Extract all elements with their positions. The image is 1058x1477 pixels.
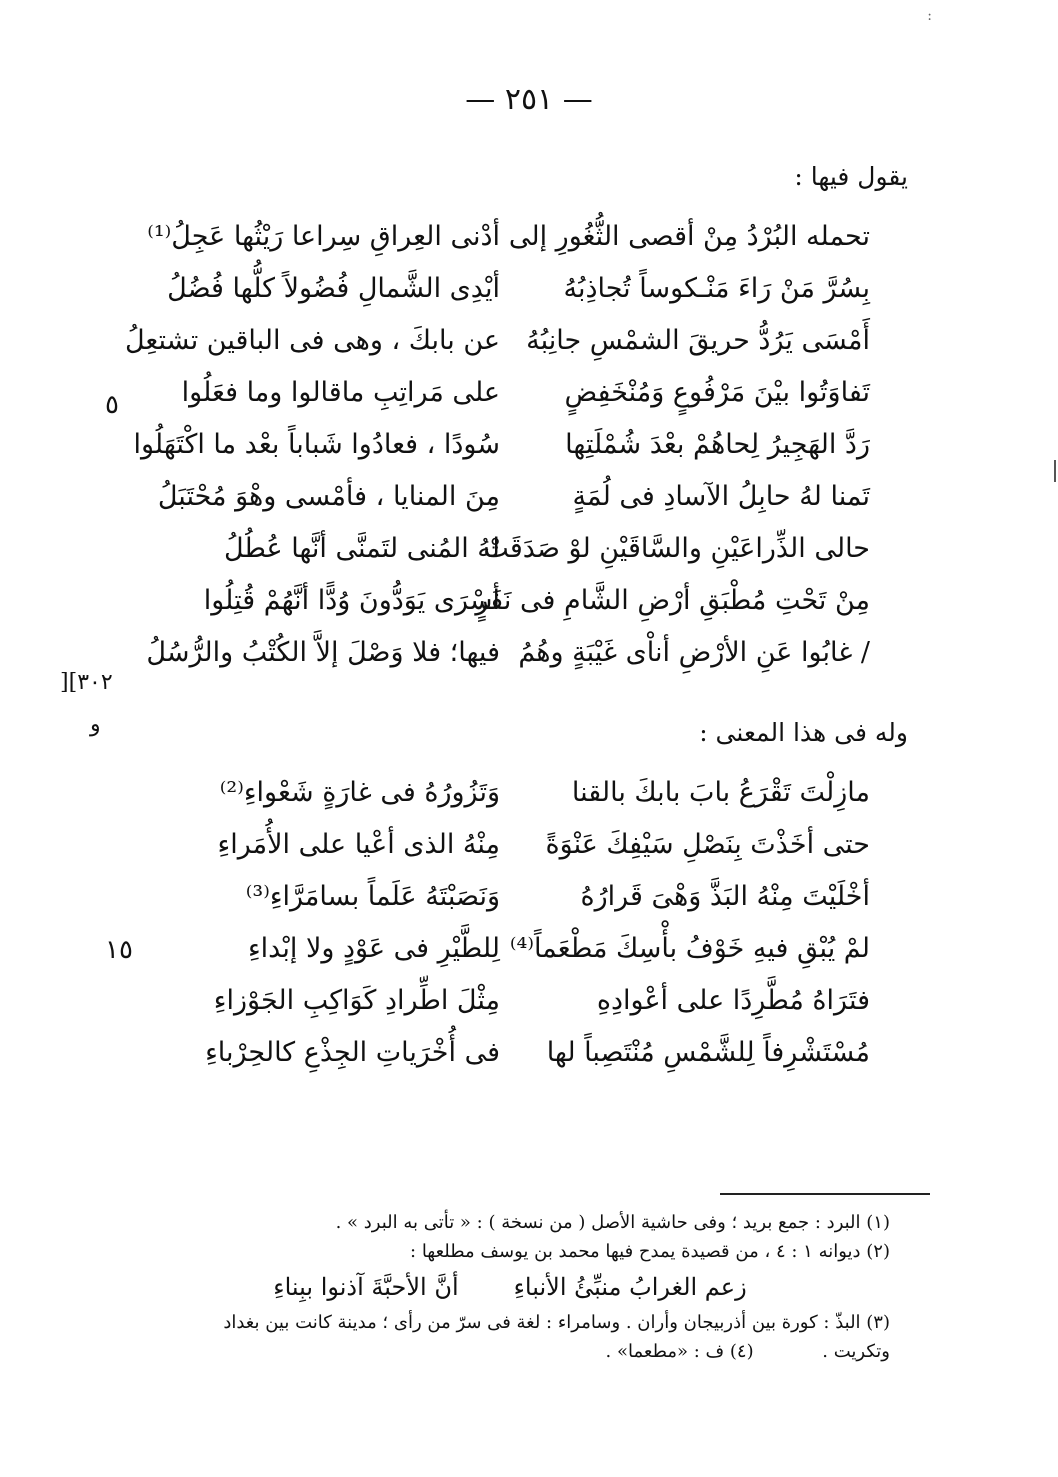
hemistich-first: بِسُرَّ مَنْ رَاءَ مَنْـكوساً تُجاذِبُهُ <box>563 272 870 304</box>
corner-mark: : <box>927 8 932 24</box>
line-number-15: ١٥ <box>105 935 133 965</box>
page-number: — ٢٥١ — <box>465 82 593 117</box>
line-number-5: ٥ <box>105 390 119 420</box>
hemistich-second: مِنْهُ الذى أعْيا على الأُمَراءِ <box>217 828 500 860</box>
hemistich-second: وَنَصَبْتَهُ عَلَماً بسامَرَّاءِ⁽³⁾ <box>245 880 500 912</box>
hemistich-second: مِنَ المنايا ، فأمْسى وهْوَ مُحْتَبَلُ <box>157 480 500 512</box>
verse-line <box>147 210 870 262</box>
verse-line <box>150 766 870 818</box>
hemistich-second: وَتَزُورُهُ فى غارَةٍ شَعْواءِ⁽²⁾ <box>219 776 500 808</box>
intro-line-2: وله فى هذا المعنى : <box>699 718 908 747</box>
footnotes <box>130 1208 890 1366</box>
hemistich-second: لهُ المُنى لتَمنَّى أنَّها عُطُلُ <box>223 532 500 564</box>
footnote-verse-hemistich-1: زعم الغرابُ منبِّئُ الأنباءِ <box>513 1273 747 1301</box>
verse-line <box>133 418 870 470</box>
hemistich-second: فيها؛ فلا وَصْلَ إلاَّ الكُتْبُ والرُّسُلُ <box>146 636 500 668</box>
folio-side: و <box>90 712 101 737</box>
footnote-3-continued <box>130 1337 890 1366</box>
verse-line <box>150 366 870 418</box>
poem-1 <box>124 210 870 678</box>
hemistich-first: لمْ يُبْقِ فيهِ خَوْفُ بأْسِكَ مَطْعَماً⁽⁴⁾ <box>509 932 870 964</box>
folio-bracket: ] <box>60 670 69 695</box>
footnote-verse-hemistich-2: أنَّ الأحبَّةَ آذنوا ببِناءِ <box>273 1273 459 1301</box>
footnote-3: (٣) البذّ : كورة بين أذربيجان وأران . وسامراء : لغة فى سرّ من رأى ؛ مدينة كانت بين بغداد <box>223 1312 890 1333</box>
hemistich-second: أسْرَى يَوَدُّونَ وُدًّا أنَّهُمْ قُتِلُوا <box>203 584 500 616</box>
hemistich-second: لِلطَّيْرِ فى عَوْدٍ ولا إبْداءِ <box>247 932 500 964</box>
hemistich-second: سُودًا ، فعادُوا شَباباً بعْد ما اكْتَهَلُوا <box>133 428 500 460</box>
poem-2 <box>150 766 870 1078</box>
hemistich-first: / غابُوا عَنِ الأرْضِ أناْى غَيْبَةٍ وهُمُ <box>518 636 870 668</box>
footnote-1: (١) البرد : جمع بريد ؛ وفى حاشية الأصل ( من نسخة ) : « تأتى به البرد » . <box>335 1212 890 1233</box>
hemistich-first: مازِلْتَ تَقْرَعُ بابَ بابكَ بالقنا <box>571 776 870 808</box>
hemistich-first: تَمنا لهُ حابِلُ الآسادِ فى لُمَةٍ <box>572 480 870 512</box>
intro-line-1: يقول فيها : <box>794 162 908 191</box>
footnote-rule <box>720 1193 930 1195</box>
verse-line <box>150 1026 870 1078</box>
hemistich-first: مِنْ تَحْتِ مُطْبَقِ أرْضِ الشَّامِ فى نَفَرٍ <box>475 584 870 616</box>
verse-line <box>150 818 870 870</box>
hemistich-second: مِثْلَ اطِّرادِ كَوَاكِبِ الجَوْزاءِ <box>213 984 500 1016</box>
footnote-3-end: وتكريت . <box>822 1341 890 1362</box>
hemistich-second: أدْنى العِراقِ سِراعا رَيْثُها عَجِلُ⁽¹⁾ <box>147 220 500 252</box>
hemistich-first: تَفاوَتُوا بيْنَ مَرْفُوعٍ وَمُنْخَفِضٍ <box>564 376 870 408</box>
edge-mark <box>1054 460 1056 482</box>
folio-number: [٣٠٢ <box>68 670 113 695</box>
verse-line <box>150 922 870 974</box>
hemistich-first: حتى أخَذْتَ بِنَصْلِ سَيْفِكَ عَنْوَةً <box>545 828 870 860</box>
verse-line <box>150 574 870 626</box>
hemistich-first: مُسْتَشْرِفاً لِلشَّمْسِ مُنْتَصِباً لها <box>546 1036 870 1068</box>
folio-reference <box>60 670 113 695</box>
verse-line <box>150 262 870 314</box>
hemistich-first: أَمْسَى يَرُدُّ حريقَ الشمْسِ جانِبُهُ <box>526 324 870 356</box>
verse-line <box>150 870 870 922</box>
verse-line <box>150 470 870 522</box>
verse-line <box>124 314 870 366</box>
footnote-2-verse <box>130 1266 890 1308</box>
footnote-4: (٤) ف : «مطعما» . <box>605 1341 754 1362</box>
hemistich-first: أخْلَيْتَ مِنْهُ البَذَّ وَهْىَ قَرارُهُ <box>580 880 870 912</box>
verse-line <box>150 522 870 574</box>
verse-line <box>146 626 870 678</box>
hemistich-first: حالى الذِّراعَيْنِ والسَّاقَيْنِ لوْ صَدَقَتْ <box>483 532 870 564</box>
hemistich-second: أيْدِى الشَّمالِ فُضُولاً كلُّها فُضُلُ <box>167 272 500 304</box>
hemistich-second: عن بابكَ ، وهى فى الباقين تشتعِلُ <box>124 324 500 356</box>
hemistich-first: فتَرَاهُ مُطَّرِدًا على أعْوادِهِ <box>596 984 870 1016</box>
hemistich-first: رَدَّ الهَجِيرُ لِحاهُمْ بعْدَ شُمْلَتِها <box>565 428 870 460</box>
hemistich-second: فى أُخْرَياتِ الجِذْعِ كالحِرْباءِ <box>205 1036 500 1068</box>
footnote-2: (٢) ديوانه ١ : ٤ ، من قصيدة يمدح فيها محمد بن يوسف مطلعها : <box>410 1241 890 1262</box>
verse-line <box>150 974 870 1026</box>
hemistich-second: على مَراتِبِ ماقالوا وما فعَلُوا <box>181 376 500 408</box>
hemistich-first: تحمله البُرْدُ مِنْ أقصى الثُّغُورِ إلى <box>508 220 870 252</box>
